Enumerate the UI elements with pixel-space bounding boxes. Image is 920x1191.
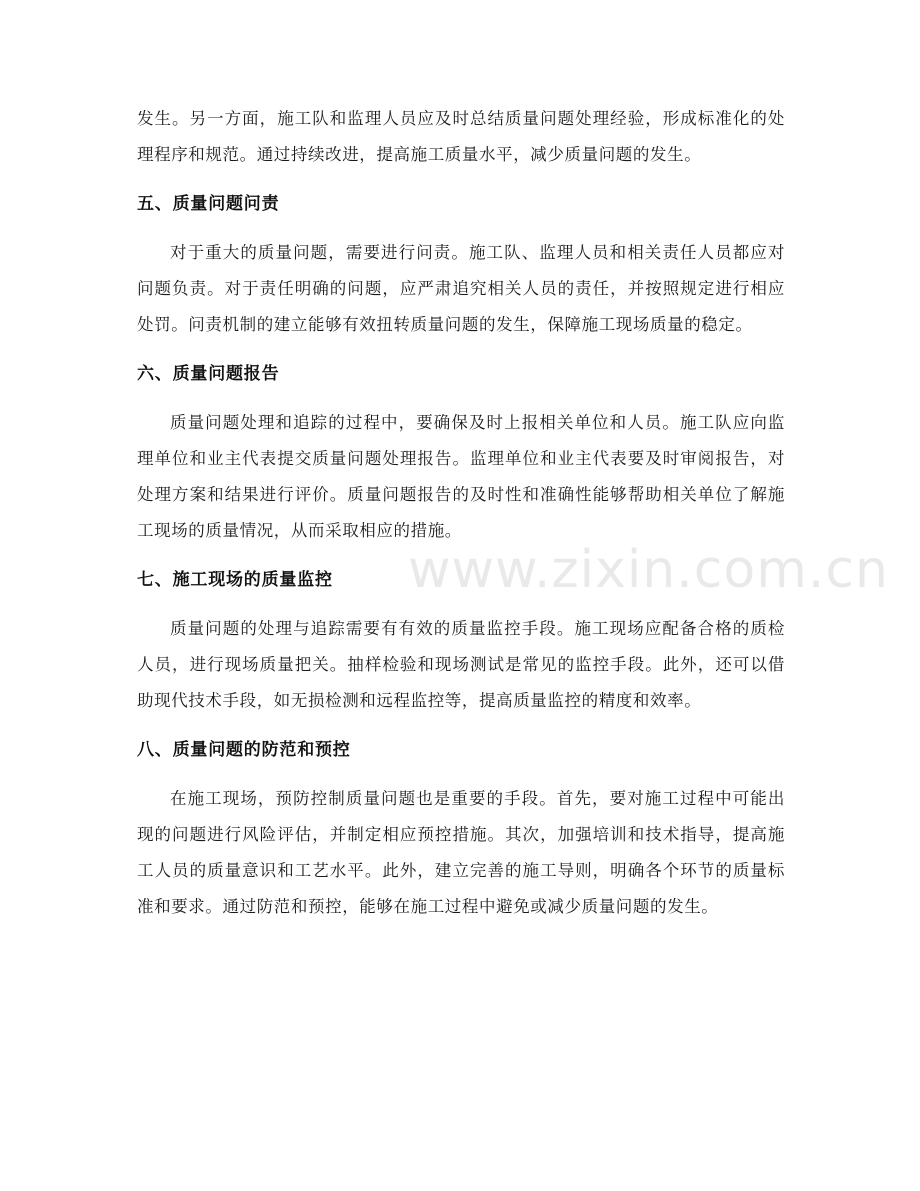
document-content bbox=[137, 101, 785, 925]
section-heading-8: 八、质量问题的防范和预控 bbox=[137, 740, 351, 760]
intro-paragraph: 发生。另一方面，施工队和监理人员应及时总结质量问题处理经验，形成标准化的处理程序和规范。通过持续改进，提高施工质量水平，减少质量问题的发生。 bbox=[137, 109, 785, 164]
section-body-5: 对于重大的质量问题，需要进行问责。施工队、监理人员和相关责任人员都应对问题负责。对于责任明确的问题，应严肃追究相关人员的责任，并按照规定进行相应处罚。问责机制的建立能够有效扭转质量问题的发生，保障施工现场质量的稳定。 bbox=[137, 243, 785, 334]
section-body-8: 在施工现场，预防控制质量问题也是重要的手段。首先，要对施工过程中可能出现的问题进行风险评估，并制定相应预控措施。其次，加强培训和技术指导，提高施工人员的质量意识和工艺水平。此外，建立完善的施工导则，明确各个环节的质量标准和要求。通过防范和预控，能够在施工过程中避免或减少质量问题的发生。 bbox=[137, 789, 785, 916]
section-heading-6: 六、质量问题报告 bbox=[137, 364, 280, 384]
section-body-7: 质量问题的处理与追踪需要有有效的质量监控手段。施工现场应配备合格的质检人员，进行现场质量把关。抽样检验和现场测试是常见的监控手段。此外，还可以借助现代技术手段，如无损检测和远程监控等，提高质量监控的精度和效率。 bbox=[137, 619, 785, 710]
watermark: www.zixin.com.cn bbox=[408, 540, 889, 600]
section-heading-7: 七、施工现场的质量监控 bbox=[137, 570, 333, 590]
section-heading-5: 五、质量问题问责 bbox=[137, 194, 280, 214]
section-body-6: 质量问题处理和追踪的过程中，要确保及时上报相关单位和人员。施工队应向监理单位和业主代表提交质量问题处理报告。监理单位和业主代表要及时审阅报告，对处理方案和结果进行评价。质量问题报告的及时性和准确性能够帮助相关单位了解施工现场的质量情况，从而采取相应的措施。 bbox=[137, 413, 785, 540]
